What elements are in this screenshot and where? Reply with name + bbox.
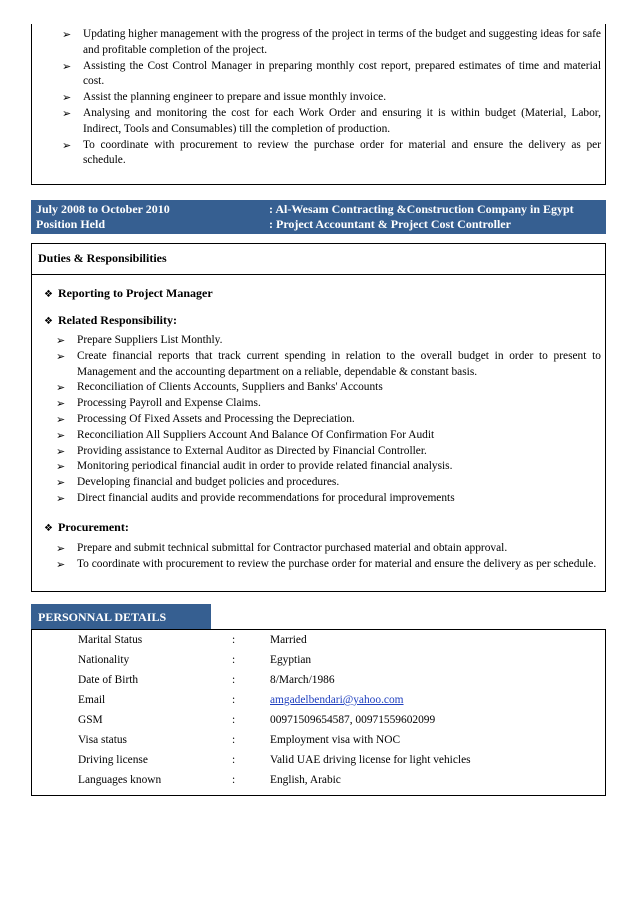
related-heading: ❖ Related Responsibility: xyxy=(44,313,177,327)
list-item: ➢ Providing assistance to External Auditor as Directed by Financial Controller. xyxy=(56,444,601,460)
job-position: : Project Accountant & Project Cost Controller xyxy=(269,217,511,231)
duties-title: Duties & Responsibilities xyxy=(38,251,167,265)
list-item: ➢ Analysing and monitoring the cost for each Work Order and ensuring it is within budget (Material, Labor, Indirect, Tools and Consumables) till the completion of production. xyxy=(62,106,601,138)
list-item: ➢ To coordinate with procurement to review the purchase order for material and ensure the delivery as per schedule. xyxy=(62,138,601,170)
list-item: ➢ Reconciliation of Clients Accounts, Suppliers and Banks' Accounts xyxy=(56,380,601,396)
job-position-label: Position Held xyxy=(36,217,106,231)
duties-content-box xyxy=(31,274,606,592)
job-period: July 2008 to October 2010 xyxy=(36,202,170,216)
duties-title-box xyxy=(31,243,606,275)
list-item: ➢ Processing Payroll and Expense Claims. xyxy=(56,396,601,412)
list-item: ➢ Direct financial audits and provide recommendations for procedural improvements xyxy=(56,491,601,507)
list-item: ➢ Create financial reports that track current spending in relation to the overall budget in order to present to Management and the accounting department on a reliable, dependable & constant basis. xyxy=(56,349,601,381)
diamond-bullet-icon: ❖ xyxy=(44,316,53,327)
list-item: ➢ Assist the planning engineer to prepare and issue monthly invoice. xyxy=(62,90,601,106)
diamond-bullet-icon: ❖ xyxy=(44,523,53,534)
list-item: ➢ Reconciliation All Suppliers Account And Balance Of Confirmation For Audit xyxy=(56,428,601,444)
list-item: ➢ Processing Of Fixed Assets and Processing the Depreciation. xyxy=(56,412,601,428)
list-item: ➢ Monitoring periodical financial audit in order to provide related financial analysis. xyxy=(56,459,601,475)
list-item: ➢ Updating higher management with the progress of the project in terms of the budget and suggesting ideas for safe and profitable completion of the project. xyxy=(62,27,601,59)
personal-details-tab xyxy=(31,604,211,630)
job-header xyxy=(31,200,606,234)
list-item: ➢ To coordinate with procurement to review the purchase order for material and ensure the delivery as per schedule. xyxy=(56,557,601,573)
procurement-list xyxy=(56,541,601,573)
personal-details-box: Marital Status : Married Nationality : Egyptian Date of Birth : 8/March/1986 Email : amgadelbendari@yahoo.com GSM : 00971509654587, 00971559602099 Visa status : Employment visa with NOC Driving license : Valid UAE driving license for light vehicles Languages known : English, Arabic xyxy=(31,629,606,796)
list-item: ➢ Assisting the Cost Control Manager in preparing monthly cost report, prepared estimates of time and material cost. xyxy=(62,59,601,91)
personal-details-title: PERSONNAL DETAILS xyxy=(38,610,167,624)
top-section-box xyxy=(31,24,606,185)
list-item: ➢ Developing financial and budget policies and procedures. xyxy=(56,475,601,491)
diamond-bullet-icon: ❖ xyxy=(44,289,53,300)
related-list xyxy=(56,333,601,507)
job-company: : Al-Wesam Contracting &Construction Company in Egypt xyxy=(269,202,574,216)
top-bullet-list xyxy=(62,27,601,169)
list-item: ➢ Prepare and submit technical submittal for Contractor purchased material and obtain approval. xyxy=(56,541,601,557)
list-item: ➢ Prepare Suppliers List Monthly. xyxy=(56,333,601,349)
email-link[interactable]: amgadelbendari@yahoo.com xyxy=(270,694,404,706)
procurement-heading: ❖ Procurement: xyxy=(44,520,129,534)
reporting-heading: ❖ Reporting to Project Manager xyxy=(44,286,213,300)
